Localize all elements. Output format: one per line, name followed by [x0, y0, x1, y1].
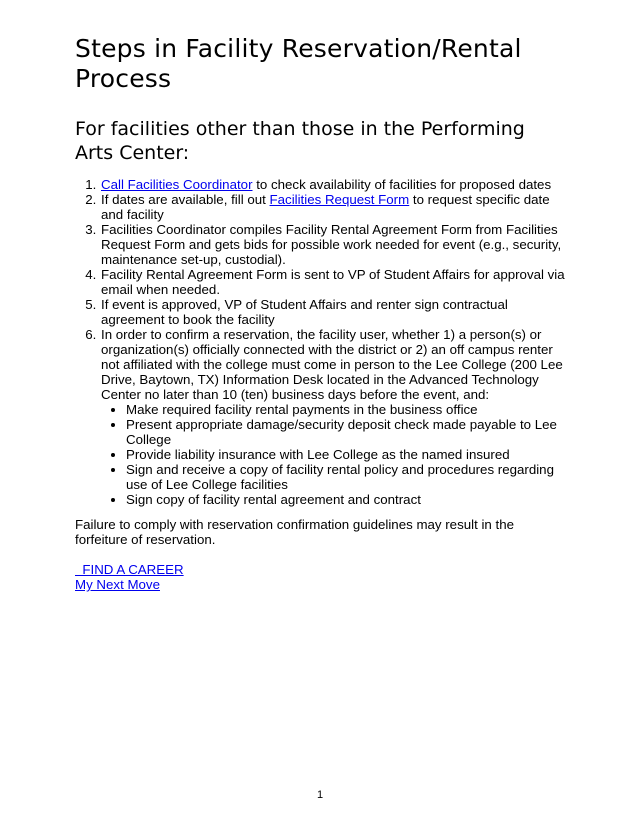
page-number: 1 [316, 789, 324, 801]
step-2-text-after: to request specific date and facility [101, 192, 550, 222]
call-facilities-coordinator-link[interactable]: Call Facilities Coordinator [101, 177, 253, 192]
career-links [75, 562, 567, 592]
page-title: Steps in Facility Reservation/Rental Process [75, 34, 522, 93]
step-2-text-before: If dates are available, fill out [101, 192, 270, 207]
section-subtitle: For facilities other than those in the Performing Arts Center: [75, 118, 525, 164]
step-5 [100, 297, 567, 327]
failure-note: Failure to comply with reservation confirmation guidelines may result in the forfeiture of reservation. [75, 517, 514, 547]
find-a-career-link[interactable]: FIND A CAREER [75, 562, 184, 577]
step-4 [100, 267, 567, 297]
step-3-text: Facilities Coordinator compiles Facility Rental Agreement Form from Facilities Request Form and gets bids for possible work needed for event (e.g., security, maintenance set-up, custodial). [101, 222, 562, 267]
steps-list [75, 177, 567, 507]
step-2 [100, 192, 567, 222]
requirement-item: • Sign and receive a copy of facility rental policy and procedures regarding use of Lee College facilities [126, 462, 567, 492]
step-1 [100, 177, 567, 192]
step-6 [100, 327, 567, 507]
requirement-item: • Provide liability insurance with Lee College as the named insured [126, 447, 567, 462]
my-next-move-link[interactable]: My Next Move [75, 577, 160, 592]
step-5-text: If event is approved, VP of Student Affairs and renter sign contractual agreement to book the facility [101, 297, 508, 327]
requirement-item: • Sign copy of facility rental agreement and contract [126, 492, 567, 507]
confirmation-requirements-list [101, 402, 567, 507]
step-4-text: Facility Rental Agreement Form is sent to VP of Student Affairs for approval via email when needed. [101, 267, 565, 297]
step-1-text: to check availability of facilities for proposed dates [252, 177, 552, 192]
facilities-request-form-link[interactable]: Facilities Request Form [269, 192, 410, 207]
requirement-item: • Make required facility rental payments in the business office [126, 402, 567, 417]
step-6-text: In order to confirm a reservation, the facility user, whether 1) a person(s) or organization(s) officially connected with the district or 2) an off campus renter not affiliated with the college must come in person to the Lee College (200 Lee Drive, Baytown, TX) Information Desk located in the Advanced Technology Center no later than 10 (ten) business days before the event, and: [101, 327, 563, 402]
requirement-item: • Present appropriate damage/security deposit check made payable to Lee College [126, 417, 567, 447]
step-3 [100, 222, 567, 267]
document-page [75, 34, 567, 592]
